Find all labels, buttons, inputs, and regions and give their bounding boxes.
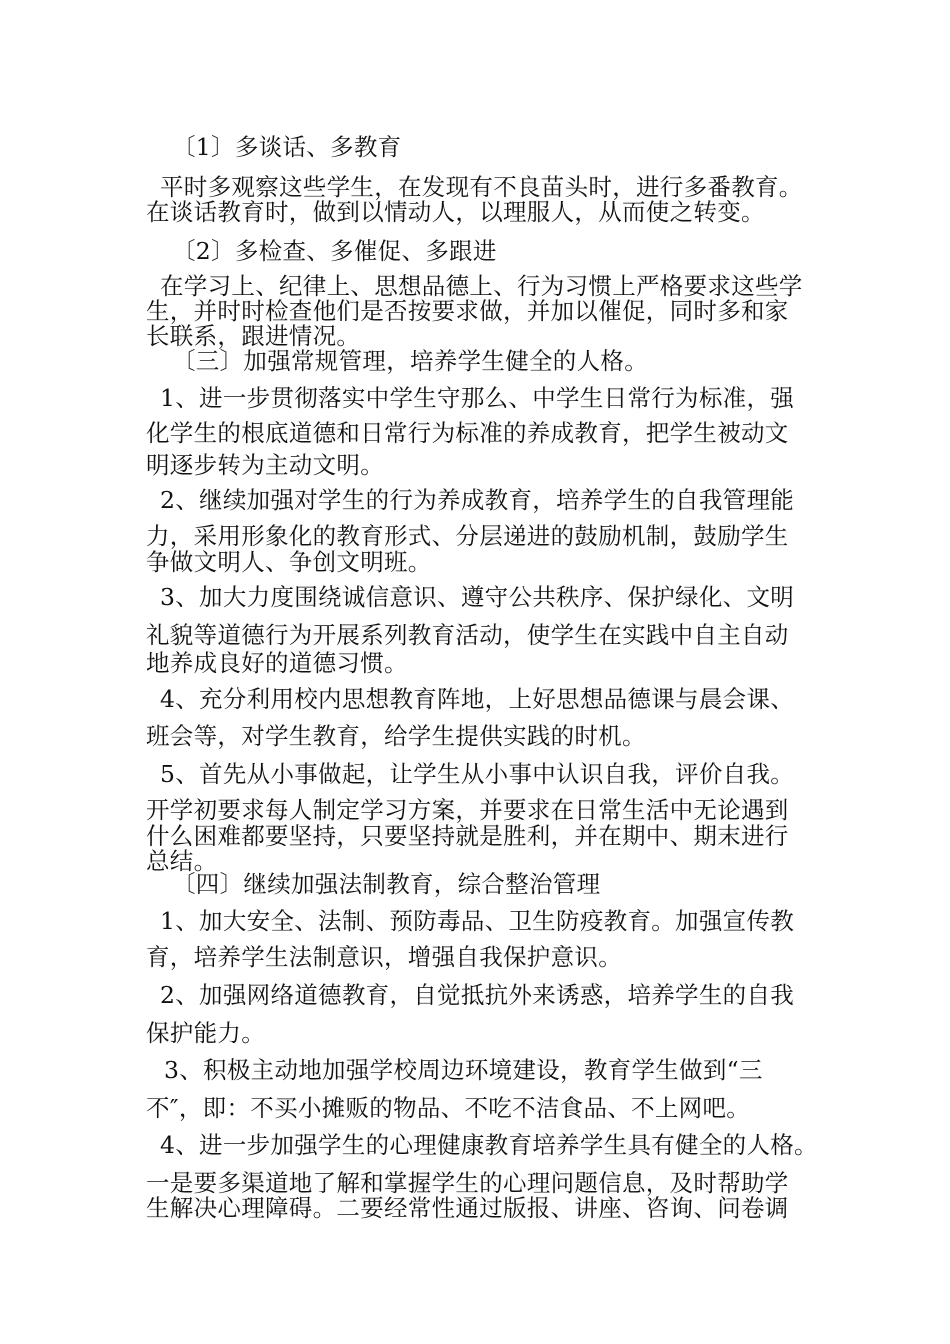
text-line: 平时多观察这些学生，在发现有不良苗头时，进行多番教育。 xyxy=(160,173,803,201)
text-line: 不″，即：不买小摊贩的物品、不吃不洁食品、不上网吧。 xyxy=(146,1094,751,1122)
text-line: 开学初要求每人制定学习方案，并要求在日常生活中无论遇到 xyxy=(146,796,789,824)
text-line: 1、进一步贯彻落实中学生守那么、中学生日常行为标准，强 xyxy=(160,384,795,412)
text-line: 在谈话教育时，做到以情动人，以理服人，从而使之转变。 xyxy=(146,198,765,226)
text-line: 化学生的根底道德和日常行为标准的养成教育，把学生被动文 xyxy=(146,419,789,447)
text-line: 在学习上、纪律上、思想品德上、行为习惯上严格要求这些学 xyxy=(160,272,803,300)
text-line: 总结。 xyxy=(146,847,218,875)
text-line: 〔三〕加强常规管理，培养学生健全的人格。 xyxy=(172,347,648,375)
text-line: 什么困难都要坚持，只要坚持就是胜利，并在期中、期末进行 xyxy=(146,822,789,850)
text-line: 5、首先从小事做起，让学生从小事中认识自我，评价自我。 xyxy=(160,760,795,788)
text-line: 〔2〕多检查、多催促、多跟进 xyxy=(172,237,497,265)
text-line: 〔四〕继续加强法制教育，综合整治管理 xyxy=(172,870,601,898)
text-line: 礼貌等道德行为开展系列教育活动，使学生在实践中自主自动 xyxy=(146,621,789,649)
text-line: 3、积极主动地加强学校周边环境建设，教育学生做到“三 xyxy=(164,1056,763,1084)
text-line: 生，并时时检查他们是否按要求做，并加以催促，同时多和家 xyxy=(146,297,789,325)
text-line: 争做文明人、争创文明班。 xyxy=(146,548,432,576)
text-line: 4、充分利用校内思想教育阵地，上好思想品德课与晨会课、 xyxy=(160,685,795,713)
text-line: 4、进一步加强学生的心理健康教育培养学生具有健全的人格。 xyxy=(160,1131,818,1159)
text-line: 班会等，对学生教育，给学生提供实践的时机。 xyxy=(146,722,646,750)
text-line: 2、继续加强对学生的行为养成教育，培养学生的自我管理能 xyxy=(160,486,795,514)
text-line: 保护能力。 xyxy=(146,1019,265,1047)
text-line: 2、加强网络道德教育，自觉抵抗外来诱惑，培养学生的自我 xyxy=(160,981,795,1009)
text-line: 长联系，跟进情况。 xyxy=(146,322,361,350)
text-line: 一是要多渠道地了解和掌握学生的心理问题信息，及时帮助学 xyxy=(146,1169,789,1197)
text-line: 明逐步转为主动文明。 xyxy=(146,451,384,479)
text-line: 〔1〕多谈话、多教育 xyxy=(172,133,402,161)
text-line: 生解决心理障碍。二要经常性通过版报、讲座、咨询、问卷调 xyxy=(146,1194,789,1222)
text-line: 3、加大力度围绕诚信意识、遵守公共秩序、保护绿化、文明 xyxy=(160,583,795,611)
text-line: 1、加大安全、法制、预防毒品、卫生防疫教育。加强宣传教 xyxy=(160,907,795,935)
text-line: 育，培养学生法制意识，增强自我保护意识。 xyxy=(146,943,622,971)
text-line: 力，采用形象化的教育形式、分层递进的鼓励机制，鼓励学生 xyxy=(146,522,789,550)
text-line: 地养成良好的道德习惯。 xyxy=(146,649,408,677)
